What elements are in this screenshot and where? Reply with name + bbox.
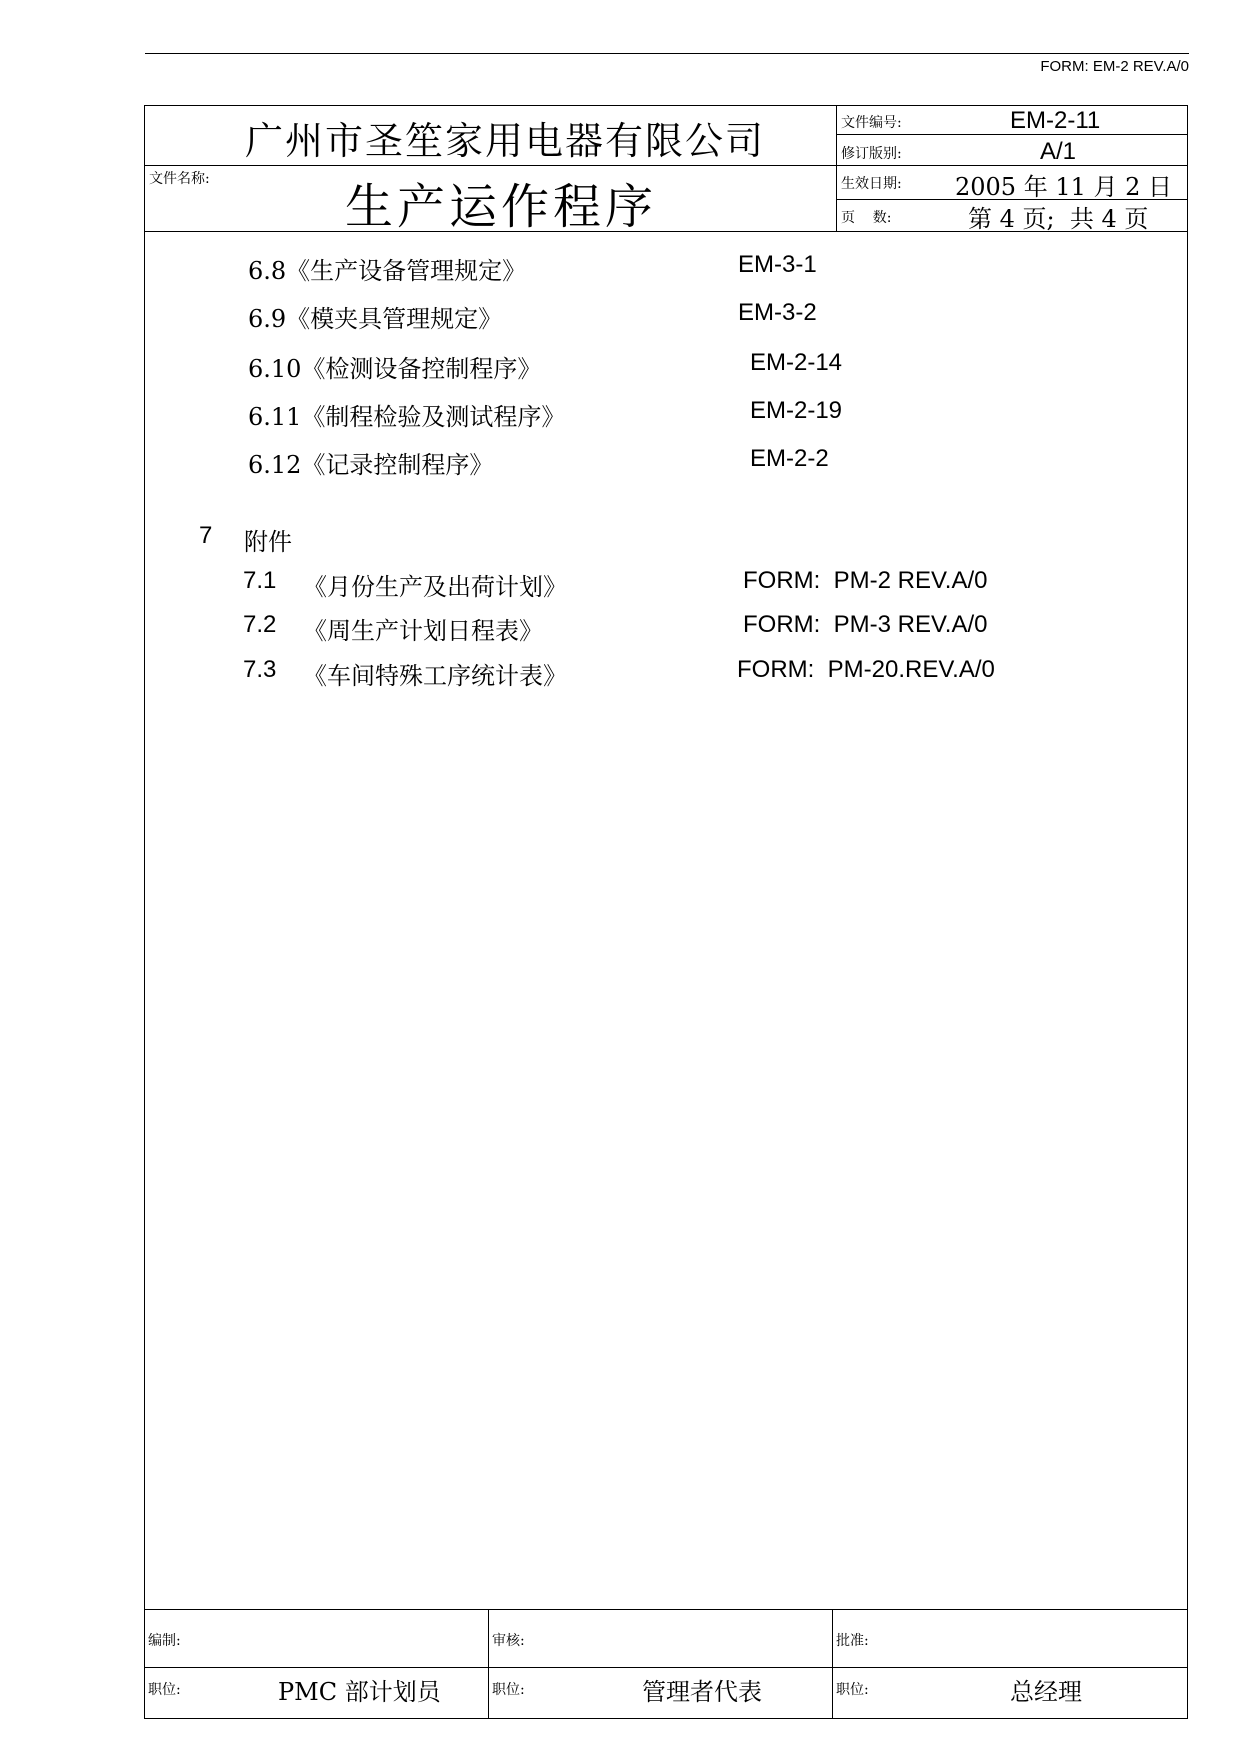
effective-date-label: 生效日期: bbox=[841, 176, 902, 192]
doc-no: EM-2-11 bbox=[1010, 107, 1101, 134]
reference-title: 6.11《制程检验及测试程序》 bbox=[248, 403, 566, 431]
revision: A/1 bbox=[1040, 138, 1077, 165]
reference-title: 6.10《检测设备控制程序》 bbox=[248, 355, 542, 383]
reference-code: EM-2-2 bbox=[750, 445, 829, 472]
form-code: FORM: EM-2 REV.A/0 bbox=[1040, 58, 1189, 75]
attachment-title: 《车间特殊工序统计表》 bbox=[303, 662, 567, 690]
reference-title: 6.12《记录控制程序》 bbox=[248, 451, 494, 479]
position-label: 职位: bbox=[492, 1682, 525, 1698]
reference-code: EM-2-14 bbox=[750, 349, 843, 376]
reference-code: EM-3-1 bbox=[738, 251, 817, 278]
attachment-form-code: FORM: PM-2 REV.A/0 bbox=[743, 567, 988, 594]
prepared-position: PMC 部计划员 bbox=[278, 1678, 441, 1706]
attachment-title: 《周生产计划日程表》 bbox=[303, 617, 543, 645]
attachment-number: 7.3 bbox=[243, 656, 277, 683]
header-rule bbox=[144, 165, 1188, 166]
section-heading: 附件 bbox=[244, 528, 292, 556]
page-count: 第 4 页; 共 4 页 bbox=[968, 205, 1149, 233]
top-rule bbox=[145, 53, 1189, 54]
approved-position: 总经理 bbox=[1010, 1678, 1082, 1706]
position-label: 职位: bbox=[148, 1682, 181, 1698]
signature-rule bbox=[144, 1667, 1188, 1668]
company-name: 广州市圣笙家用电器有限公司 bbox=[245, 119, 766, 163]
attachment-number: 7.1 bbox=[243, 567, 277, 594]
prepared-by-label: 编制: bbox=[148, 1633, 181, 1649]
pages-label: 页 数: bbox=[841, 210, 892, 226]
attachment-title: 《月份生产及出荷计划》 bbox=[303, 573, 567, 601]
signature-divider bbox=[488, 1609, 489, 1718]
revision-label: 修订版别: bbox=[841, 146, 902, 162]
document-frame bbox=[144, 105, 1188, 1719]
reference-code: EM-3-2 bbox=[738, 299, 817, 326]
reference-title: 6.8《生产设备管理规定》 bbox=[248, 257, 527, 285]
header-divider bbox=[836, 105, 837, 232]
attachment-form-code: FORM: PM-3 REV.A/0 bbox=[743, 611, 988, 638]
doc-no-label: 文件编号: bbox=[841, 115, 902, 131]
attachment-number: 7.2 bbox=[243, 611, 277, 638]
position-label: 职位: bbox=[836, 1682, 869, 1698]
reviewed-position: 管理者代表 bbox=[642, 1678, 762, 1706]
approved-by-label: 批准: bbox=[836, 1633, 869, 1649]
attachment-form-code: FORM: PM-20.REV.A/0 bbox=[737, 656, 995, 683]
signature-rule bbox=[144, 1609, 1188, 1610]
section-number: 7 bbox=[199, 522, 213, 549]
file-name-label: 文件名称: bbox=[149, 171, 210, 187]
reviewed-by-label: 审核: bbox=[492, 1633, 525, 1649]
signature-divider bbox=[832, 1609, 833, 1718]
effective-date: 2005 年 11 月 2 日 bbox=[955, 173, 1173, 201]
reference-title: 6.9《模夹具管理规定》 bbox=[248, 305, 503, 333]
reference-code: EM-2-19 bbox=[750, 397, 843, 424]
document-title: 生产运作程序 bbox=[345, 179, 658, 235]
